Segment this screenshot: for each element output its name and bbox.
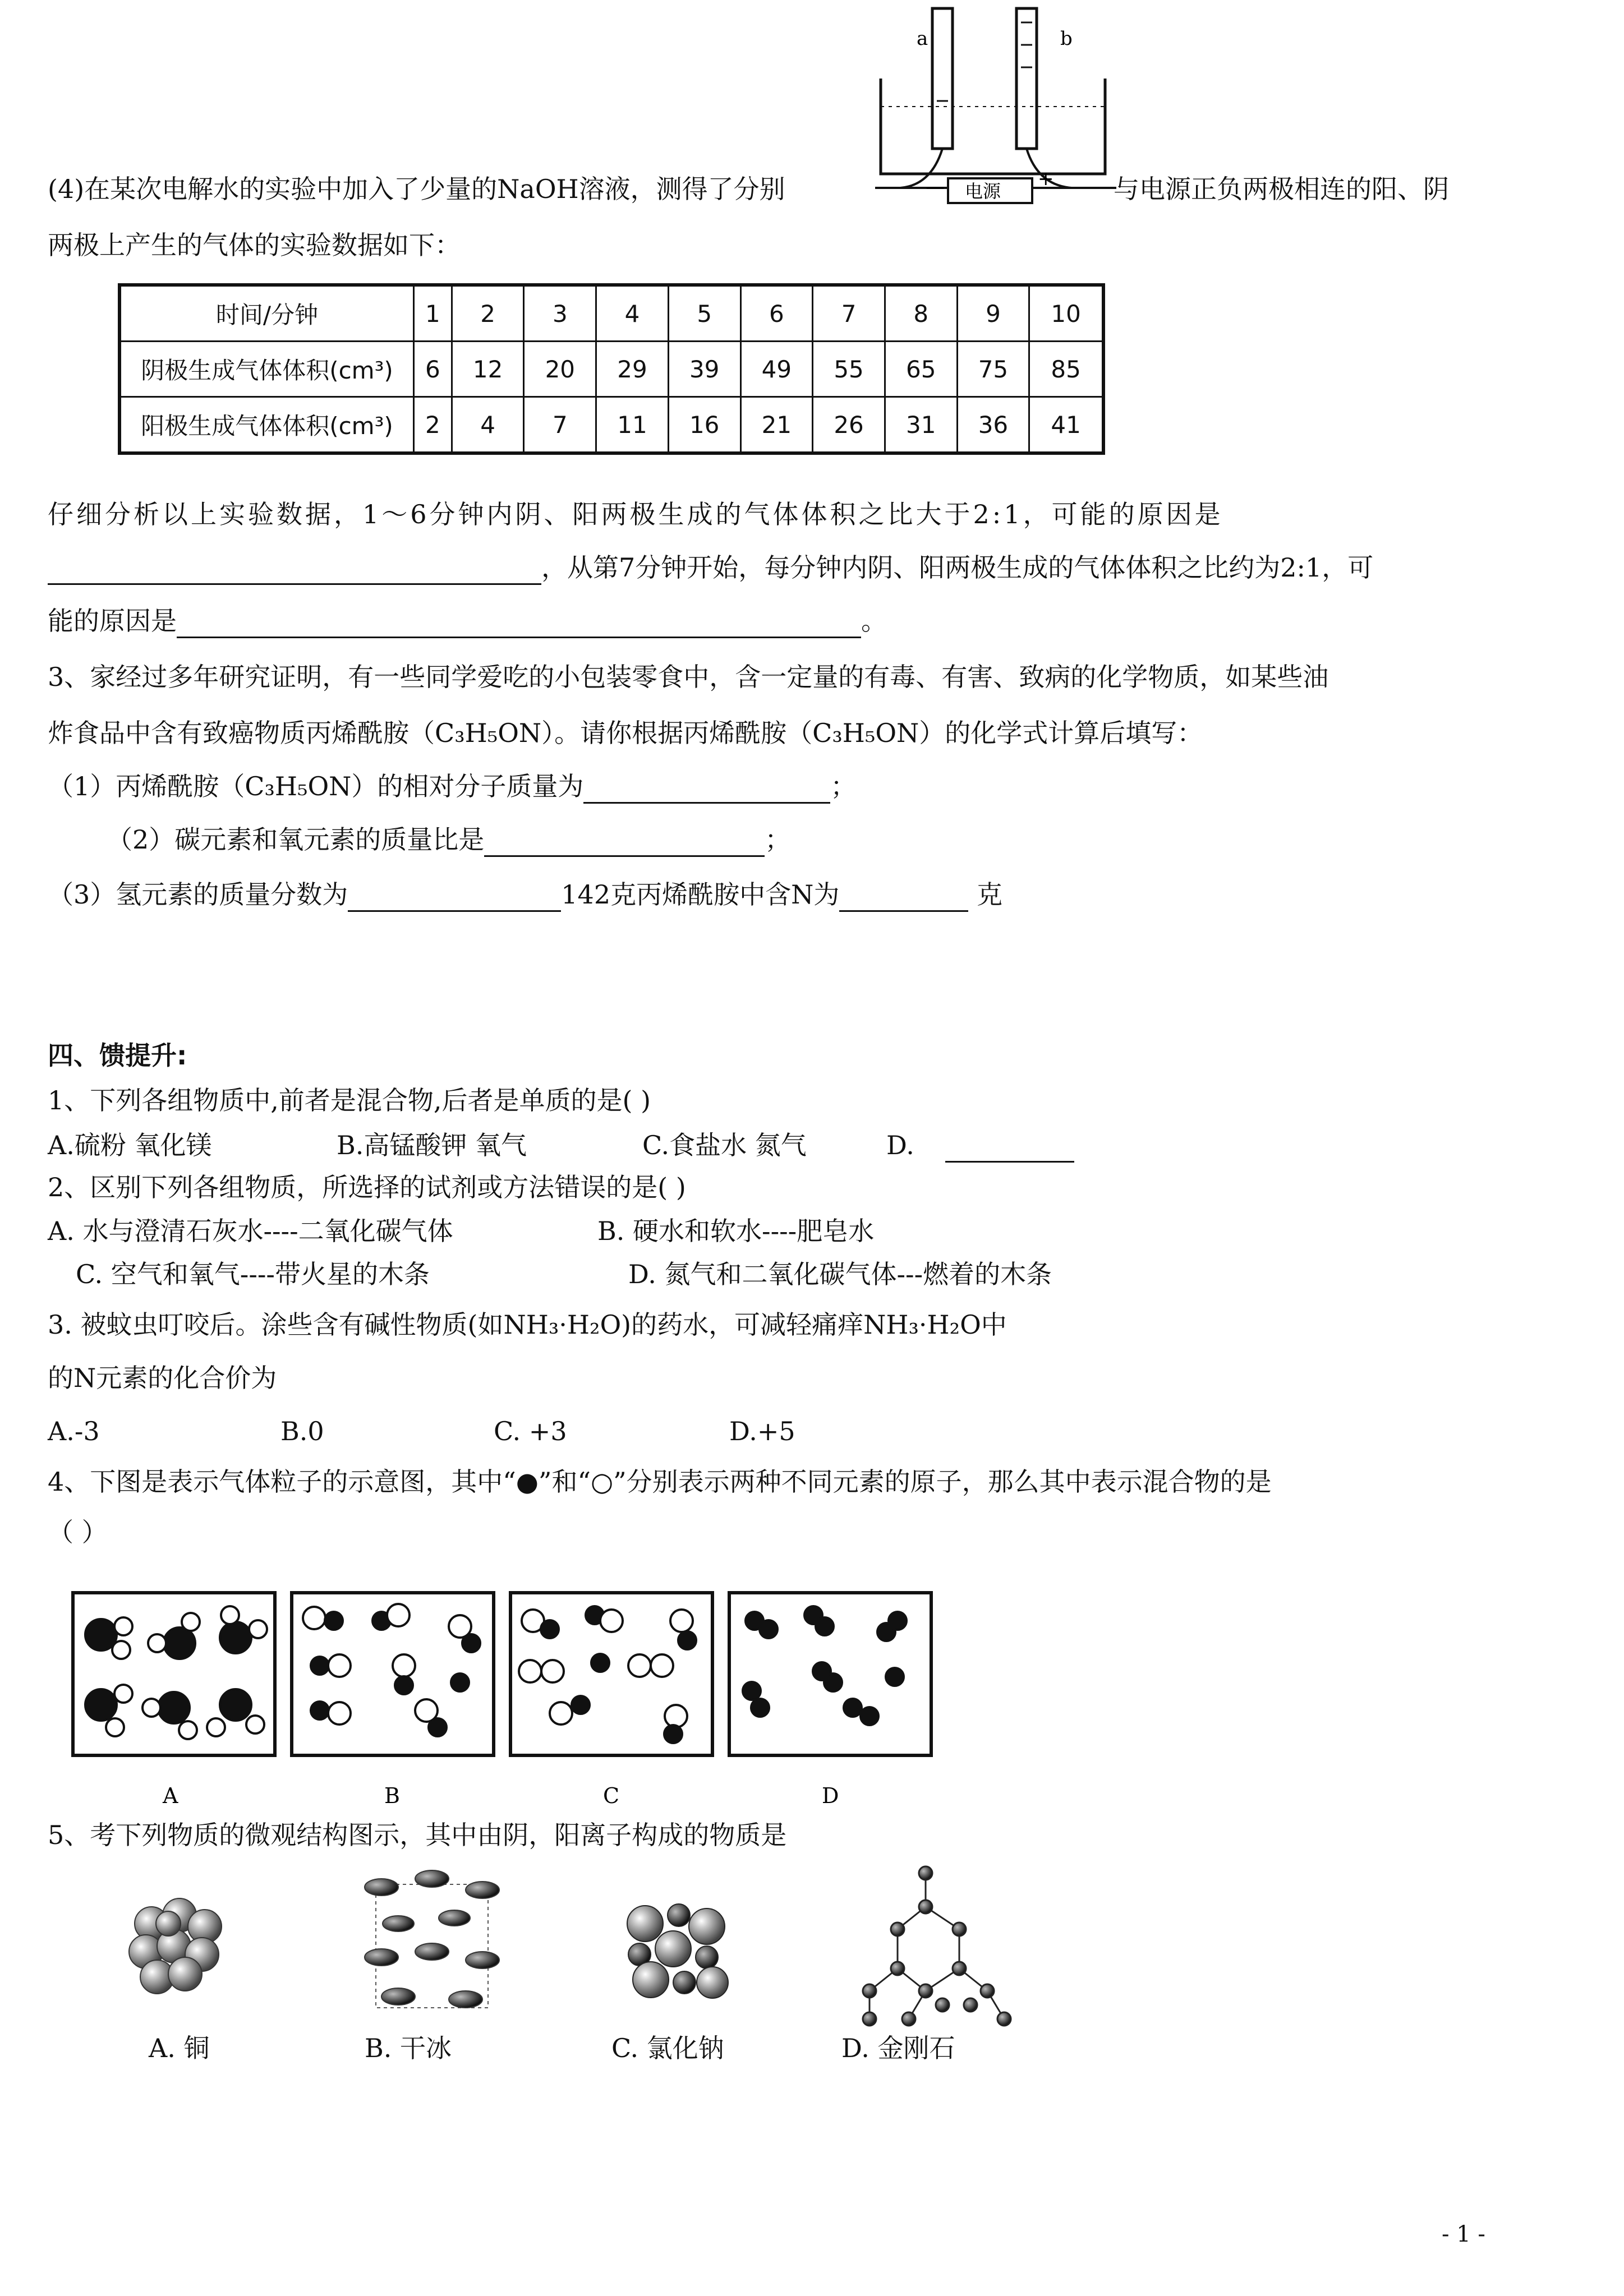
q3-part3-end: 克 <box>968 879 1002 910</box>
table-cell: 85 <box>1029 342 1103 397</box>
table-row <box>119 342 1103 397</box>
particle-box-d <box>729 1593 931 1755</box>
particle-box-c <box>510 1593 712 1755</box>
answer-blank[interactable] <box>48 552 541 585</box>
table-row <box>119 397 1103 454</box>
table-cell: 41 <box>1029 397 1103 454</box>
table-header-cell: 时间/分钟 <box>119 285 414 342</box>
q3-part1-end: ； <box>830 771 857 801</box>
label-b: b <box>1060 27 1073 50</box>
answer-blank[interactable] <box>839 879 968 912</box>
table-cell: 3 <box>524 285 596 342</box>
particle-label-b: B <box>384 1783 400 1808</box>
q3-intro1: 3、家经过多年研究证明，有一些同学爱吃的小包装零食中，含一定量的有毒、有害、致病的化学物质，如某些油 <box>48 662 1329 692</box>
table-cell: 75 <box>957 342 1029 397</box>
analysis-line3 <box>48 606 887 638</box>
q3-part1-text: （1）丙烯酰胺（C₃H₅ON）的相对分子质量为 <box>48 771 584 801</box>
table-cell: 9 <box>957 285 1029 342</box>
label-a: a <box>917 27 928 50</box>
s4-q1-option-b: B.高锰酸钾 氧气 <box>337 1130 527 1160</box>
table-cell: 4 <box>596 285 669 342</box>
table-cell: 12 <box>452 342 524 397</box>
table-cell: 2 <box>414 397 452 454</box>
table-cell: 16 <box>668 397 740 454</box>
s4-q3-option-d: D.+5 <box>729 1416 795 1446</box>
q4-line2: 两极上产生的气体的实验数据如下： <box>48 230 461 260</box>
analysis-line1: 仔细分析以上实验数据，1～6分钟内阴、阳两极生成的气体体积之比大于2:1，可能的原因是 <box>48 499 1223 529</box>
answer-blank[interactable] <box>177 606 861 638</box>
particle-label-d: D <box>822 1783 839 1808</box>
section-title: 四、馈提升: <box>48 1040 187 1071</box>
s4-q1-option-a: A.硫粉 氧化镁 <box>48 1130 212 1160</box>
diamond-structure <box>863 1866 1011 2026</box>
particle-diagrams <box>67 1587 948 1811</box>
q4-line1 <box>48 174 785 205</box>
table-cell: 36 <box>957 397 1029 454</box>
s4-q1-option-c: C.食盐水 氮气 <box>642 1130 807 1160</box>
analysis-line3-text: 能的原因是 <box>48 606 177 636</box>
answer-blank[interactable] <box>348 879 561 912</box>
q4-line1-a: (4)在某次电解水的实验中加入了少量的NaOH溶液，测得了分别 <box>48 174 785 204</box>
table-cell: 49 <box>740 342 813 397</box>
analysis-line2-text: ，从第7分钟开始，每分钟内阴、阳两极生成的气体体积之比约为2:1，可 <box>541 552 1374 583</box>
q3-part1 <box>48 771 856 804</box>
answer-blank[interactable] <box>945 1130 1074 1163</box>
q3-part2-text: （2）碳元素和氧元素的质量比是 <box>107 824 485 855</box>
q3-part3-mid: 142克丙烯酰胺中含N为 <box>561 879 840 910</box>
copper-structure <box>129 1898 222 1994</box>
plus-sign: + <box>1038 168 1054 190</box>
table-cell: 8 <box>885 285 957 342</box>
q3-intro2: 炸食品中含有致癌物质丙烯酰胺（C₃H₅ON）。请你根据丙烯酰胺（C₃H₅ON）的化学式计算后填写： <box>48 718 1203 748</box>
q3-part3-text: （3）氢元素的质量分数为 <box>48 879 348 910</box>
q4-line1-b: 与电源正负两极相连的阳、阴 <box>1114 174 1449 204</box>
table-cell: 1 <box>414 285 452 342</box>
answer-blank[interactable] <box>583 771 830 804</box>
s5-label-b: B. 干冰 <box>365 2033 452 2063</box>
table-cell: 26 <box>813 397 885 454</box>
page-number: - 1 - <box>1442 2221 1485 2247</box>
data-table <box>118 283 1105 455</box>
table-cell: 10 <box>1029 285 1103 342</box>
analysis-line2 <box>48 552 1373 585</box>
table-cell: 7 <box>813 285 885 342</box>
s4-q2-option-a: A. 水与澄清石灰水----二氧化碳气体 <box>48 1216 453 1246</box>
s4-q1: 1、下列各组物质中,前者是混合物,后者是单质的是( ) <box>48 1085 651 1115</box>
electrolysis-apparatus-diagram <box>869 0 1122 208</box>
s5-label-a: A. 铜 <box>149 2033 210 2063</box>
s4-q3-option-b: B.0 <box>280 1416 324 1446</box>
table-cell: 20 <box>524 342 596 397</box>
table-cell: 6 <box>414 342 452 397</box>
q3-part2 <box>107 824 790 857</box>
table-cell: 65 <box>885 342 957 397</box>
table-cell: 7 <box>524 397 596 454</box>
s4-q3-option-c: C. +3 <box>494 1416 567 1446</box>
particle-label-c: C <box>603 1783 620 1808</box>
s4-q2: 2、区别下列各组物质，所选择的试剂或方法错误的是( ) <box>48 1172 686 1202</box>
s4-q2-option-b: B. 硬水和软水----肥皂水 <box>597 1216 875 1246</box>
s4-q3-line1: 3. 被蚊虫叮咬后。涂些含有碱性物质(如NH₃·H₂O)的药水，可减轻痛痒NH₃·H₂O中 <box>48 1310 1007 1340</box>
table-cell: 31 <box>885 397 957 454</box>
table-cell: 2 <box>452 285 524 342</box>
s4-q4-line1: 4、下图是表示气体粒子的示意图，其中“●”和“○”分别表示两种不同元素的原子，那么其中表示混合物的是 <box>48 1467 1272 1497</box>
table-cell: 6 <box>740 285 813 342</box>
s4-q1-option-d-text: D. <box>886 1130 923 1160</box>
table-cell: 11 <box>596 397 669 454</box>
table-cell: 29 <box>596 342 669 397</box>
particle-label-a: A <box>163 1783 178 1808</box>
s5-label-c: C. 氯化钠 <box>611 2033 724 2063</box>
table-header-cell: 阳极生成气体体积(cm³) <box>119 397 414 454</box>
s4-q2-option-d: D. 氮气和二氧化碳气体---燃着的木条 <box>628 1259 1052 1289</box>
s4-q5: 5、考下列物质的微观结构图示，其中由阴，阳离子构成的物质是 <box>48 1820 787 1850</box>
particle-box-b <box>292 1593 494 1755</box>
table-row <box>119 285 1103 342</box>
s4-q1-option-d <box>886 1130 1074 1163</box>
s4-q3-option-a: A.-3 <box>48 1416 100 1446</box>
minus-sign: — <box>926 176 945 199</box>
s5-label-d: D. 金刚石 <box>841 2033 955 2063</box>
sodium-chloride-structure <box>627 1904 728 1998</box>
dry-ice-structure <box>365 1870 499 2008</box>
table-cell: 5 <box>668 285 740 342</box>
answer-blank[interactable] <box>484 824 765 857</box>
analysis-line3-end: 。 <box>861 606 887 636</box>
structure-illustrations <box>84 1862 1066 2030</box>
particle-box-a <box>73 1593 275 1755</box>
s4-q4-line2: （ ） <box>48 1517 108 1547</box>
table-cell: 55 <box>813 342 885 397</box>
q3-part3 <box>48 879 1002 912</box>
table-cell: 4 <box>452 397 524 454</box>
table-header-cell: 阴极生成气体体积(cm³) <box>119 342 414 397</box>
power-label: 电源 <box>965 181 1001 202</box>
q3-part2-end: ； <box>765 824 791 855</box>
table-cell: 21 <box>740 397 813 454</box>
s4-q3-line2: 的N元素的化合价为 <box>48 1363 277 1393</box>
s4-q2-option-c: C. 空气和氧气----带火星的木条 <box>76 1259 430 1289</box>
table-cell: 39 <box>668 342 740 397</box>
